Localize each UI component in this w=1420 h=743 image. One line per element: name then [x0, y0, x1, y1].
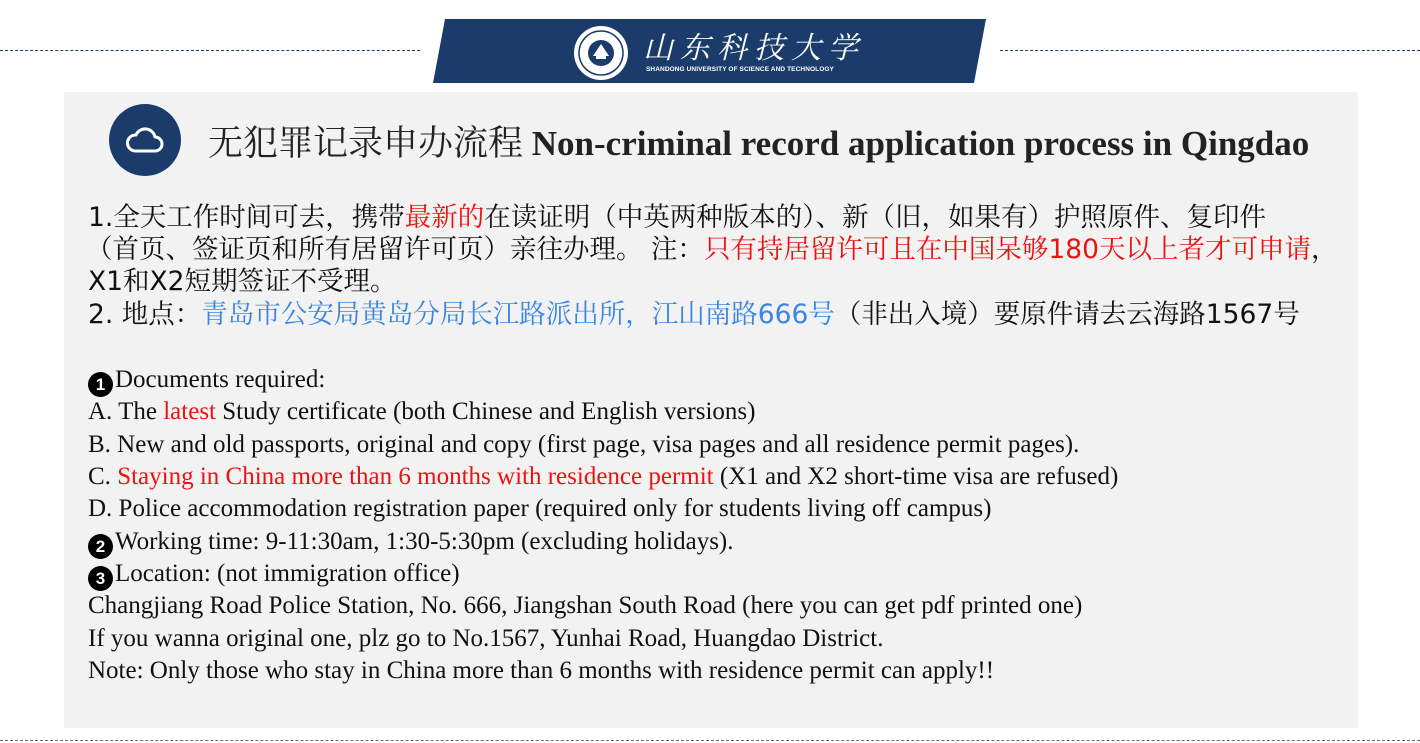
page-title-cn: 无犯罪记录申办流程: [208, 124, 524, 164]
cn-text: 2. 地点：: [88, 299, 202, 330]
en-text: A. The: [88, 398, 164, 425]
university-name-cn: 山东科技大学: [643, 31, 865, 66]
en-text: Working time: 9-11:30am, 1:30-5:30pm (excluding holidays).: [115, 528, 734, 555]
cn-highlight-red: 最新的: [404, 202, 485, 233]
en-note: Note: Only those who stay in China more than 6 months with residence permit can apply!!: [88, 657, 995, 684]
en-location-line1: Changjiang Road Police Station, No. 666, Jiangshan South Road (here you can get pdf printed one): [88, 592, 1083, 619]
university-banner: [433, 19, 986, 83]
en-text: Documents required:: [115, 366, 326, 393]
footer-divider: [0, 740, 1420, 741]
page-title-en: Non-criminal record application process in Qingdao: [531, 124, 1310, 163]
cn-item1-line1: [88, 202, 1266, 234]
en-section2-working-time: [88, 526, 734, 559]
en-location-line2: If you wanna original one, plz go to No.1567, Yunhai Road, Huangdao District.: [88, 625, 884, 652]
en-text: C.: [88, 463, 118, 490]
cn-text: ，: [1311, 234, 1338, 265]
en-text: (X1 and X2 short-time visa are refused): [713, 463, 1119, 490]
university-name-en: SHANDONG UNIVERSITY OF SCIENCE AND TECHNOLOGY: [646, 66, 834, 73]
university-emblem-icon: [573, 25, 629, 81]
cloud-icon: [109, 104, 181, 176]
cn-item2-location: [88, 299, 1300, 331]
number-bullet-icon: 3: [88, 566, 113, 591]
cn-text: 在读证明（中英两种版本的）、新（旧，如果有）护照原件、复印件: [484, 202, 1267, 233]
cn-item1-line2: [86, 234, 1338, 266]
en-highlight-red: latest: [163, 398, 216, 425]
en-item-d: D. Police accommodation registration paper (required only for students living off campus): [88, 495, 992, 522]
en-item-b: B. New and old passports, original and copy (first page, visa pages and all residence permit pages).: [88, 431, 1080, 458]
cn-text: （首页、签证页和所有居留许可页）亲往办理。 注：: [86, 234, 704, 265]
header-divider-right: [1000, 50, 1420, 51]
number-bullet-icon: 2: [88, 534, 113, 559]
cn-location-blue: 青岛市公安局黄岛分局长江路派出所，江山南路666号: [201, 299, 835, 330]
number-bullet-icon: 1: [88, 372, 113, 397]
cn-text: （非出入境）要原件请去云海路1567号: [834, 299, 1300, 330]
en-highlight-red: Staying in China more than 6 months with residence permit: [117, 463, 714, 490]
cn-text: 1.全天工作时间可去，携带: [88, 202, 405, 233]
en-item-c: [88, 461, 1118, 493]
en-section3-location: [88, 558, 460, 591]
en-section1-heading: [88, 364, 325, 397]
cn-highlight-red: 只有持居留许可且在中国呆够180天以上者才可申请: [703, 234, 1312, 265]
en-text: Location: (not immigration office): [115, 560, 460, 587]
en-item-a: [88, 396, 755, 428]
en-text: Study certificate (both Chinese and English versions): [216, 398, 756, 425]
header-divider-left: [0, 50, 420, 51]
cn-item1-line3: X1和X2短期签证不受理。: [88, 266, 397, 297]
page-title: [208, 116, 1309, 166]
